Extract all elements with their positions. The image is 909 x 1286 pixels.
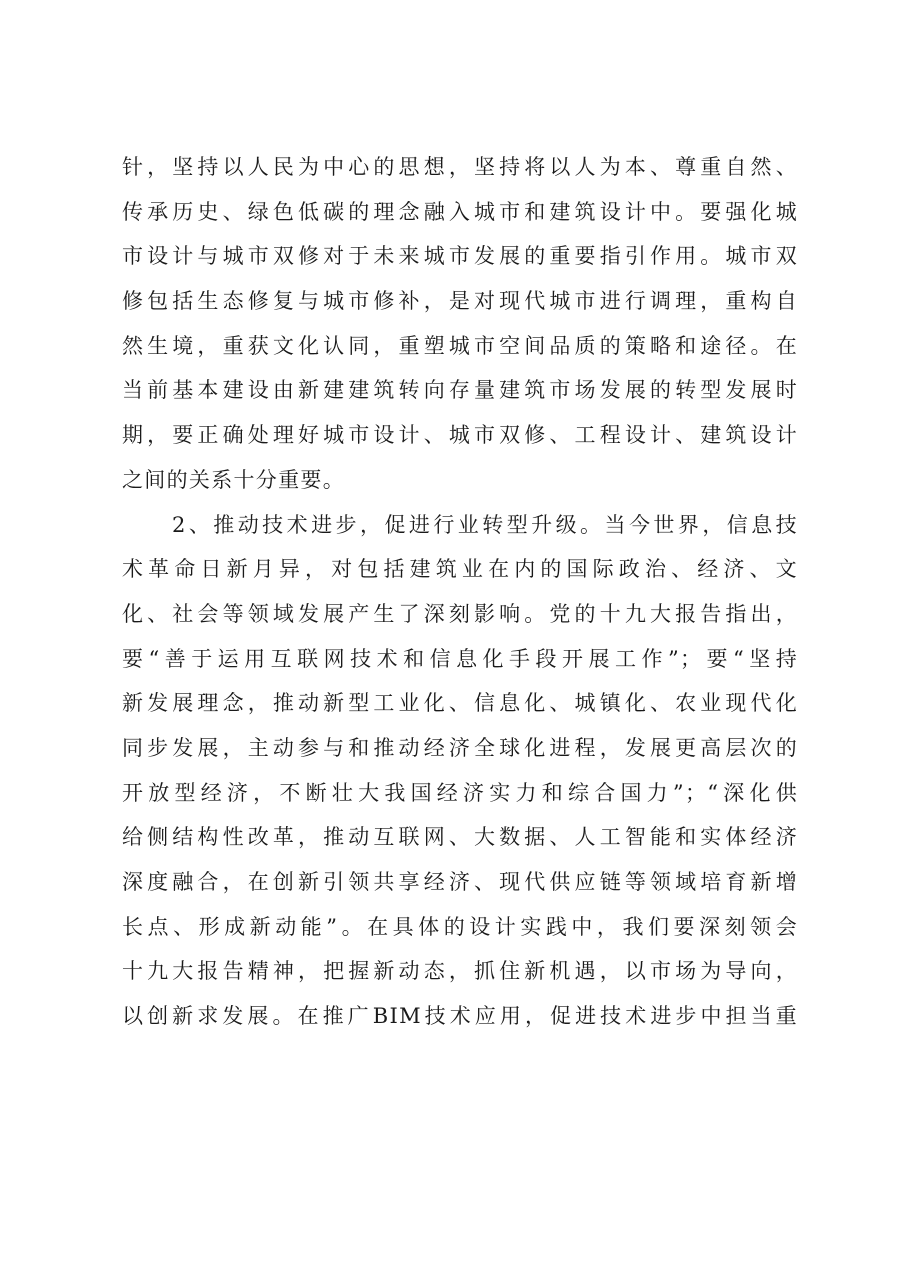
text-line: 化、社会等领域发展产生了深刻影响。党的十九大报告指出， [122, 602, 798, 626]
text-line: 当前基本建设由新建建筑转向存量建筑市场发展的转型发展时 [122, 379, 798, 403]
paragraph-1 [122, 156, 798, 514]
text-line: 要“善于运用互联网技术和信息化手段开展工作”；要“坚持 [122, 647, 798, 671]
text-line: 给侧结构性改革，推动互联网、大数据、人工智能和实体经济 [122, 826, 798, 850]
text-line: 术革命日新月异，对包括建筑业在内的国际政治、经济、文 [122, 558, 798, 582]
paragraph-2 [122, 514, 798, 1050]
text-line: 同步发展，主动参与和推动经济全球化进程，发展更高层次的 [122, 736, 798, 760]
text-line: 开放型经济，不断壮大我国经济实力和综合国力”；“深化供 [122, 781, 798, 805]
text-line: 之间的关系十分重要。 [122, 468, 345, 492]
body-text [122, 156, 798, 1050]
text-line: 期，要正确处理好城市设计、城市双修、工程设计、建筑设计 [122, 424, 798, 448]
text-line: 十九大报告精神，把握新动态，抓住新机遇，以市场为导向， [122, 960, 798, 984]
text-line: 市设计与城市双修对于未来城市发展的重要指引作用。城市双 [122, 245, 798, 269]
text-line: 长点、形成新动能”。在具体的设计实践中，我们要深刻领会 [122, 915, 798, 939]
text-line: 以创新求发展。在推广BIM技术应用，促进技术进步中担当重 [122, 1005, 798, 1029]
text-line: 针，坚持以人民为中心的思想，坚持将以人为本、尊重自然、 [122, 156, 798, 179]
text-line: 深度融合，在创新引领共享经济、现代供应链等领域培育新增 [122, 871, 798, 894]
text-line: 2、推动技术进步，促进行业转型升级。当今世界，信息技 [172, 513, 798, 537]
text-line: 修包括生态修复与城市修补，是对现代城市进行调理，重构自 [122, 290, 798, 314]
text-line: 新发展理念，推动新型工业化、信息化、城镇化、农业现代化 [122, 692, 798, 716]
text-line: 然生境，重获文化认同，重塑城市空间品质的策略和途径。在 [122, 334, 798, 358]
text-line: 传承历史、绿色低碳的理念融入城市和建筑设计中。要强化城 [122, 200, 798, 224]
